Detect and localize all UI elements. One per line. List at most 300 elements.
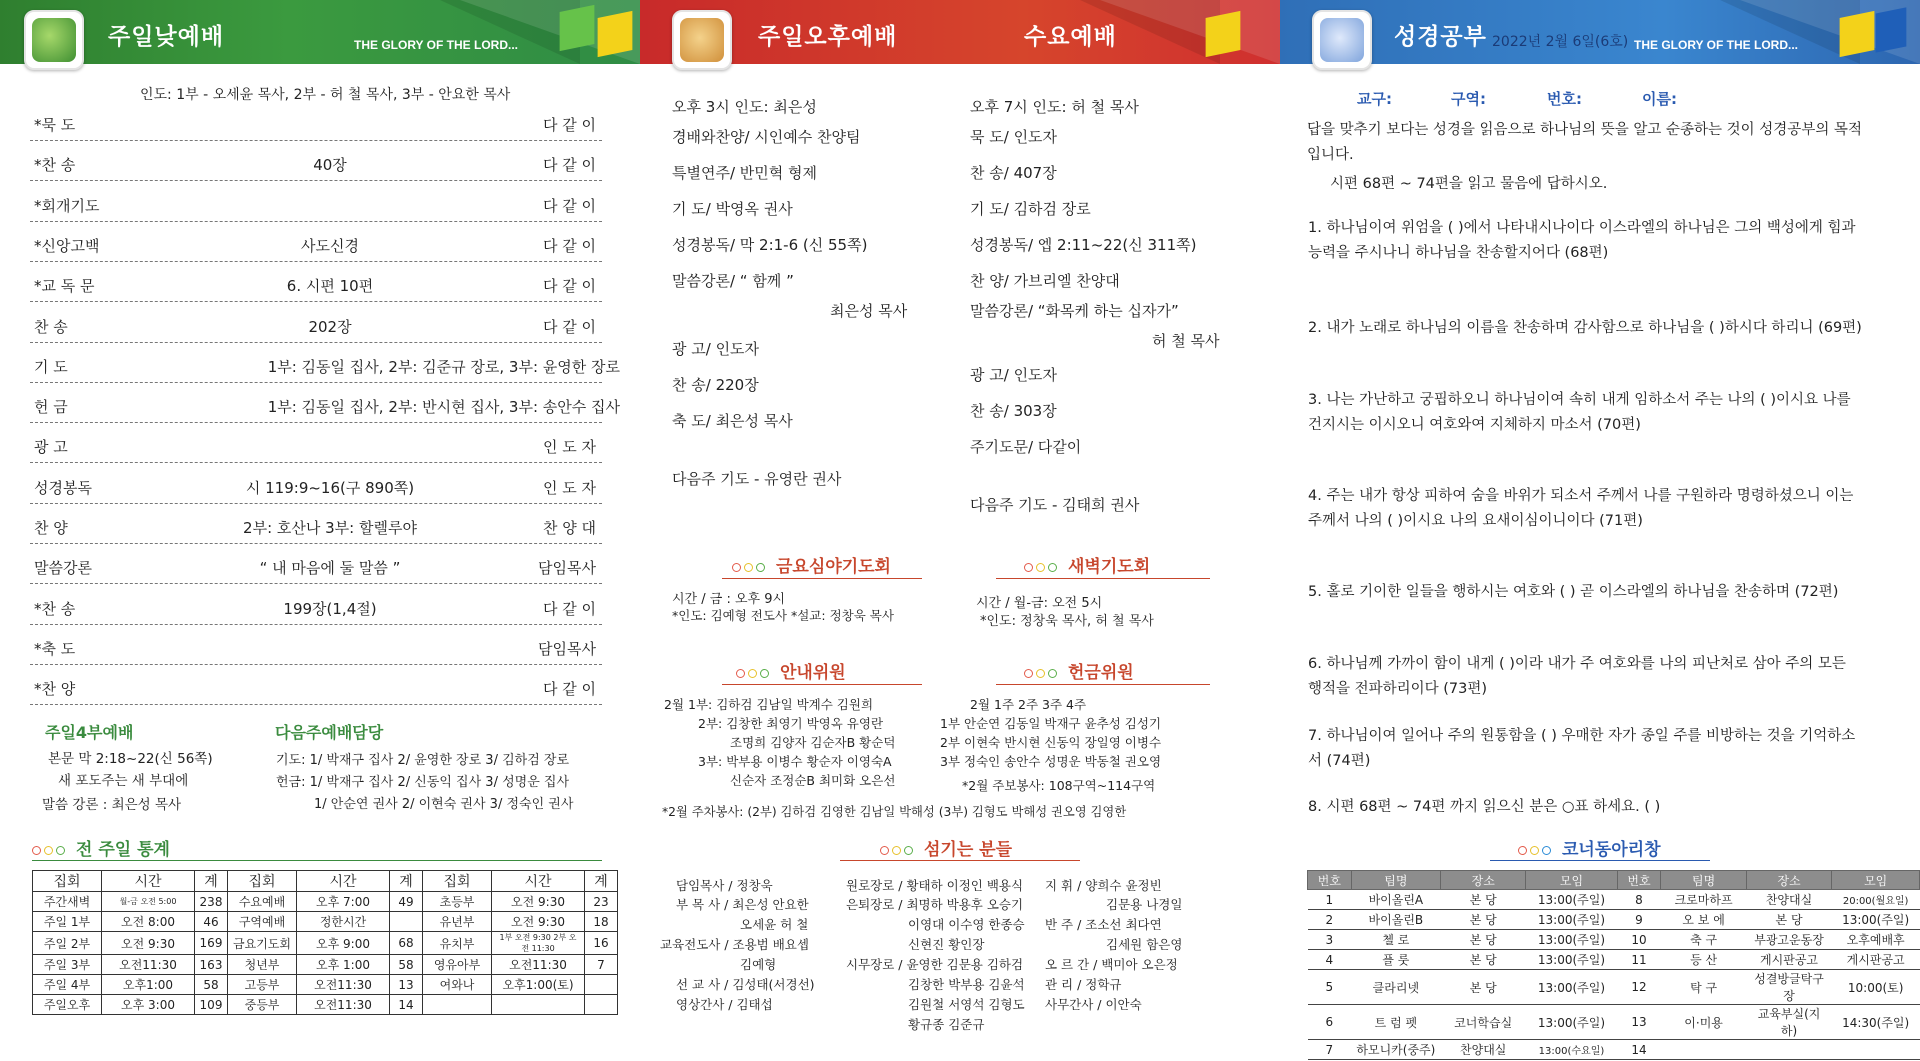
stats-cell: 163	[195, 955, 228, 975]
stats-cell: 청년부	[228, 955, 297, 975]
staff-line: 지 휘 / 양희수 윤정빈	[1045, 878, 1162, 893]
staff-line: 관 리 / 정학규	[1045, 977, 1122, 992]
club-cell: 이·미용	[1661, 1005, 1746, 1040]
order-label: *교 독 문	[34, 277, 95, 296]
stats-col-header: 집회	[33, 871, 102, 892]
club-cell: 10:00(토)	[1832, 970, 1920, 1005]
club-cell: 본 당	[1441, 890, 1526, 910]
afternoon-line: 오후 3시 인도: 최은성	[672, 98, 817, 116]
fourth-service-line: 새 포도주는 새 부대에	[58, 773, 189, 789]
stats-cell: 238	[195, 892, 228, 912]
header-date: 2022년 2월 6일(6호)	[1492, 34, 1629, 50]
stats-cell	[390, 912, 423, 932]
order-leader: 다 같 이	[542, 599, 596, 618]
stats-row	[33, 892, 618, 912]
stats-cell: 오후1:00(토)	[492, 975, 585, 995]
stats-cell: 16	[585, 932, 618, 955]
offering-line: 2부 이현숙 반시현 신동익 장일영 이병수	[940, 735, 1162, 750]
dawn-prayer-title: 새벽기도회	[1024, 552, 1150, 577]
header-title: 성경공부	[1394, 23, 1487, 49]
stats-cell: 오전11:30	[297, 995, 390, 1015]
stats-cell: 오전 9:30	[492, 912, 585, 932]
stats-table	[32, 870, 618, 1015]
offering-line: 3부 정숙인 송안수 성명운 박동철 권오영	[940, 754, 1162, 769]
stats-col-header: 시간	[102, 871, 195, 892]
order-detail: 199장(1,4절)	[283, 599, 377, 618]
club-cell: 13:00(주일)	[1832, 910, 1920, 930]
stats-cell	[492, 995, 585, 1015]
stats-row	[33, 912, 618, 932]
wednesday-line: 묵 도/ 인도자	[970, 128, 1058, 146]
order-leader: 인 도 자	[542, 438, 596, 457]
order-label: 기 도	[34, 357, 68, 376]
order-detail: “ 내 마음에 둘 말씀 ”	[259, 559, 401, 578]
header-subtitle: THE GLORY OF THE LORD...	[354, 38, 519, 52]
study-intro: 답을 맞추기 보다는 성경을 읽음으로 하나님의 뜻을 알고 순종하는 것이 성경공부의 목적입니다.	[1307, 122, 1862, 163]
question-item: 8. 시편 68편 ~ 74편 까지 읽으신 분은 ○표 하세요. ( )	[1308, 799, 1661, 815]
order-detail: 1부: 김동일 집사, 2부: 김준규 장로, 3부: 윤영한 장로	[267, 357, 620, 376]
study-instruction: 시편 68편 ~ 74편을 읽고 물음에 답하시오.	[1330, 176, 1608, 192]
club-cell	[1661, 1040, 1746, 1060]
stats-row	[33, 995, 618, 1015]
order-detail: 40장	[313, 156, 347, 175]
club-cell: 성결방글탁구장	[1746, 970, 1832, 1005]
order-label: *찬 송	[34, 599, 76, 618]
club-cell: 5	[1308, 970, 1352, 1005]
leaf-badge-icon	[24, 10, 84, 70]
next-week-line: 1/ 안순연 권사 2/ 이현숙 권사 3/ 정숙인 권사	[314, 797, 574, 812]
question-item: 3. 나는 가난하고 궁핍하오니 하나님이여 속히 내게 임하소서 주는 나의 ( )이시요 나를 건지시는 이시오니 여호와여 지체하지 마소서 (70편)	[1308, 392, 1851, 433]
dots-icon	[736, 663, 772, 683]
stats-col-header: 계	[585, 871, 618, 892]
order-leader: 담임목사	[538, 639, 596, 658]
service-order-row	[30, 144, 602, 181]
stats-cell: 주간새벽	[33, 892, 102, 912]
staff-title: 섬기는 분들	[880, 835, 1012, 860]
staff-line: 오 르 간 / 백미아 오은정	[1045, 957, 1178, 972]
stats-cell: 여와나	[423, 975, 492, 995]
afternoon-line: 축 도/ 최은성 목사	[672, 412, 793, 430]
club-cell: 본 당	[1746, 910, 1832, 930]
dots-icon	[1024, 557, 1060, 577]
leaders-intro: 인도: 1부 - 오세윤 목사, 2부 - 허 철 목사, 3부 - 안요한 목사	[140, 87, 511, 103]
question-item: 6. 하나님께 가까이 함이 내게 ( )이라 내가 주 여호와를 나의 피난처로 삼아 주의 모든 행적을 전파하리이다 (73편)	[1308, 656, 1846, 697]
service-order-row	[30, 346, 620, 383]
next-week-line: 기도: 1/ 박재구 집사 2/ 윤영한 장로 3/ 김하검 장로	[276, 753, 570, 768]
stats-cell: 14	[390, 995, 423, 1015]
service-order-row	[30, 547, 602, 584]
stats-cell: 정한시간	[297, 912, 390, 932]
next-week-line: 헌금: 1/ 박재구 집사 2/ 신동익 집사 3/ 성명운 집사	[276, 775, 570, 790]
club-cell: 부광고운동장	[1746, 930, 1832, 950]
stats-cell: 49	[390, 892, 423, 912]
question-item: 1. 하나님이여 위엄을 ( )에서 나타내시나이다 이스라엘의 하나님은 그의 백성에게 힘과 능력을 주시나니 하나님을 찬송할지어다 (68편)	[1308, 220, 1856, 261]
offering-title: 헌금위원	[1024, 658, 1134, 683]
divider	[840, 860, 1080, 861]
afternoon-line: 다음주 기도 - 유영란 권사	[672, 470, 842, 488]
service-order-row	[30, 104, 602, 141]
club-cell: 1	[1308, 890, 1352, 910]
stats-cell: 초등부	[423, 892, 492, 912]
stats-cell: 7	[585, 955, 618, 975]
club-cell: 본 당	[1441, 930, 1526, 950]
staff-line: 김예형	[740, 957, 777, 972]
staff-line: 김원철 서영석 김형도	[908, 997, 1025, 1012]
staff-line: 시무장로 / 윤영한 김문용 김하검	[846, 957, 1024, 972]
question-item: 4. 주는 내가 항상 피하여 숨을 바위가 되소서 주께서 나를 구원하라 명령하셨으니 이는 주께서 나의 ( )이시요 나의 요새이심이니이다 (71편)	[1308, 488, 1854, 529]
afternoon-line: 기 도/ 박영옥 권사	[672, 200, 793, 218]
stats-cell: 58	[195, 975, 228, 995]
club-col-header: 번호	[1617, 871, 1661, 890]
staff-line: 이영대 이수영 한종승	[908, 917, 1025, 932]
wednesday-line: 기 도/ 김하검 장로	[970, 200, 1091, 218]
stats-cell: 46	[195, 912, 228, 932]
club-cell: 바이올린A	[1351, 890, 1440, 910]
usher-line: 3부: 박부용 이병수 황순자 이영숙A	[698, 754, 892, 769]
club-cell: 오후예배후	[1832, 930, 1920, 950]
staff-line: 교육전도사 / 조용범 배요셉	[660, 937, 809, 952]
club-cell: 플 룻	[1351, 950, 1440, 970]
club-col-header: 모임	[1526, 871, 1617, 890]
club-cell: 찬양대실	[1746, 890, 1832, 910]
divider	[32, 860, 602, 861]
order-label: *묵 도	[34, 116, 76, 134]
order-leader: 다 같 이	[542, 680, 596, 699]
club-cell: 10	[1617, 930, 1661, 950]
stats-cell: 오전11:30	[492, 955, 585, 975]
staff-line: 담임목사 / 정창욱	[676, 878, 773, 893]
stats-cell: 오전11:30	[297, 975, 390, 995]
stats-cell: 오전 9:30	[102, 932, 195, 955]
club-cell: 13:00(주일)	[1526, 910, 1617, 930]
dots-icon	[732, 557, 768, 577]
bible-study-header	[1280, 0, 1920, 64]
afternoon-line: 말씀강론/ “ 함께 ”	[672, 272, 794, 290]
order-detail: 시 119:9~16(구 890쪽)	[245, 478, 415, 497]
club-cell: 게시판공고	[1832, 950, 1920, 970]
club-cell: 본 당	[1441, 950, 1526, 970]
staff-line: 김창한 박부용 김윤석	[908, 977, 1025, 992]
header-title-afternoon: 주일오후예배	[758, 23, 898, 49]
order-leader: 다 같 이	[542, 236, 596, 255]
service-order-row	[30, 185, 602, 222]
wednesday-line: 성경봉독/ 엡 2:11~22(신 311쪽)	[970, 236, 1197, 254]
decor-green-mark	[560, 5, 595, 51]
order-label: *회개기도	[34, 196, 100, 215]
staff-line: 은퇴장로 / 최명하 박용후 오승기	[846, 897, 1024, 912]
afternoon-line: 최은성 목사	[830, 302, 908, 320]
staff-line: 김세원 함은영	[1106, 937, 1183, 952]
order-label: 성경봉독	[34, 478, 92, 497]
field-area: 구역:	[1451, 90, 1486, 108]
order-leader: 인 도 자	[542, 478, 596, 497]
club-cell: 등 산	[1661, 950, 1746, 970]
divider	[722, 684, 922, 685]
wednesday-line: 광 고/ 인도자	[970, 366, 1058, 384]
stats-title: 전 주일 통계	[32, 835, 170, 860]
club-cell: 20:00(월요일)	[1832, 890, 1920, 910]
order-label: *찬 송	[34, 156, 76, 175]
staff-line: 신현진 황인장	[908, 937, 985, 952]
order-leader: 다 같 이	[542, 277, 596, 296]
stats-cell: 오후 1:00	[297, 955, 390, 975]
order-leader: 다 같 이	[542, 317, 596, 336]
order-leader: 다 같 이	[542, 196, 596, 215]
stats-col-header: 시간	[297, 871, 390, 892]
wednesday-line: 찬 양/ 가브리엘 찬양대	[970, 272, 1120, 290]
club-col-header: 팀명	[1661, 871, 1746, 890]
stats-cell: 오전 8:00	[102, 912, 195, 932]
stats-row	[33, 955, 618, 975]
stats-cell: 1부 오전 9:30 2부 오전 11:30	[492, 932, 585, 955]
usher-line: 조명희 김양자 김순자B 황순덕	[730, 735, 896, 750]
stats-cell: 수요예배	[228, 892, 297, 912]
stats-cell: 오전 9:30	[492, 892, 585, 912]
order-label: *찬 양	[34, 680, 76, 699]
stats-cell: 유년부	[423, 912, 492, 932]
wednesday-line: 오후 7시 인도: 허 철 목사	[970, 98, 1139, 116]
club-cell: 13:00(주일)	[1526, 1005, 1617, 1040]
sunday-service-column	[0, 0, 640, 1061]
dots-icon	[32, 840, 68, 860]
usher-line: 2월 1부: 김하검 김남일 박계수 김원희	[664, 697, 874, 712]
club-cell	[1746, 1040, 1832, 1060]
club-cell: 트 럼 펫	[1351, 1005, 1440, 1040]
stats-cell: 오후 3:00	[102, 995, 195, 1015]
stats-cell	[585, 975, 618, 995]
wednesday-line: 주기도문/ 다같이	[970, 438, 1082, 456]
club-cell: 클라리넷	[1351, 970, 1440, 1005]
decor-blue-mark	[1876, 7, 1907, 52]
stats-cell: 13	[390, 975, 423, 995]
field-district: 교구:	[1357, 90, 1392, 108]
wednesday-line: 허 철 목사	[1152, 332, 1220, 350]
fourth-service-line: 본문 막 2:18~22(신 56쪽)	[48, 751, 213, 767]
stats-cell: 오후1:00	[102, 975, 195, 995]
order-label: 찬 송	[34, 317, 68, 336]
stats-cell: 23	[585, 892, 618, 912]
order-leader: 담임목사	[538, 559, 596, 578]
club-cell: 11	[1617, 950, 1661, 970]
wednesday-line: 다음주 기도 - 김태희 권사	[970, 496, 1140, 514]
divider	[722, 578, 922, 579]
club-cell: 탁 구	[1661, 970, 1746, 1005]
wednesday-line: 말씀강론/ “화목케 하는 십자가”	[970, 302, 1179, 320]
club-cell: 13:00(주일)	[1526, 930, 1617, 950]
dots-icon	[1024, 663, 1060, 683]
divider	[996, 578, 1210, 579]
stats-cell: 오후 9:00	[297, 932, 390, 955]
stats-col-header: 집회	[423, 871, 492, 892]
club-cell: 오 보 에	[1661, 910, 1746, 930]
fourth-service-line: 말씀 강론 : 최은성 목사	[42, 797, 182, 813]
service-order-row	[30, 386, 620, 423]
service-order-row	[30, 426, 602, 463]
question-item: 5. 홀로 기이한 일들을 행하시는 여호와 ( ) 곧 이스라엘의 하나님을 찬송하며 (72편)	[1308, 584, 1839, 600]
club-cell: 14	[1617, 1040, 1661, 1060]
stats-cell	[423, 995, 492, 1015]
staff-line: 영상간사 / 김태섭	[676, 997, 773, 1012]
stats-cell: 68	[390, 932, 423, 955]
club-cell: 13:00(주일)	[1526, 890, 1617, 910]
service-order-row	[30, 225, 602, 262]
field-name: 이름:	[1642, 90, 1677, 108]
service-order-row	[30, 628, 602, 665]
club-cell	[1832, 1040, 1920, 1060]
stats-cell: 유치부	[423, 932, 492, 955]
afternoon-wednesday-column	[640, 0, 1280, 1061]
club-row	[1308, 970, 1920, 1005]
friday-line: *인도: 김예형 전도사 *설교: 정창욱 목사	[672, 608, 894, 623]
service-order-row	[30, 265, 602, 302]
service-order-row	[30, 306, 602, 343]
usher-line: 신순자 조정순B 최미화 오은선	[730, 773, 896, 788]
club-table	[1307, 870, 1920, 1060]
club-row	[1308, 1005, 1920, 1040]
stats-cell: 주일 3부	[33, 955, 102, 975]
dawn-line: 시간 / 월-금: 오전 5시	[976, 596, 1103, 611]
club-col-header: 팀명	[1351, 871, 1440, 890]
club-cell: 본 당	[1441, 970, 1526, 1005]
service-order-row	[30, 668, 602, 705]
order-label: 헌 금	[34, 398, 68, 417]
next-week-title: 다음주예배담당	[275, 723, 384, 742]
stats-cell: 18	[585, 912, 618, 932]
field-number: 번호:	[1547, 90, 1582, 108]
club-cell: 9	[1617, 910, 1661, 930]
club-row	[1308, 930, 1920, 950]
usher-title: 안내위원	[736, 658, 846, 683]
offering-line: 2월 1주 2주 3주 4주	[970, 697, 1087, 712]
stats-row	[33, 932, 618, 955]
club-cell: 바이올린B	[1351, 910, 1440, 930]
club-cell: 크로마하프	[1661, 890, 1746, 910]
afternoon-header	[640, 0, 1280, 64]
decor-yellow-mark	[1840, 11, 1875, 57]
staff-line: 황규종 김준규	[908, 1017, 985, 1032]
club-cell: 13:00(주일)	[1526, 950, 1617, 970]
stats-cell	[585, 995, 618, 1015]
club-cell: 2	[1308, 910, 1352, 930]
club-cell: 첼 로	[1351, 930, 1440, 950]
friday-prayer-title: 금요심야기도회	[732, 552, 891, 577]
fourth-service-title: 주일4부예배	[45, 723, 134, 742]
staff-line: 선 교 사 / 김성태(서경선)	[676, 977, 815, 992]
decor-yellow-mark	[598, 11, 633, 57]
stats-cell: 월-금 오전 5:00	[102, 892, 195, 912]
stats-cell: 오후 7:00	[297, 892, 390, 912]
flower-badge-icon	[1312, 10, 1372, 70]
club-cell: 교육부실(지하)	[1746, 1005, 1832, 1040]
parking-line: *2월 주차봉사: (2부) 김하검 김영한 김남일 박해성 (3부) 김형도 박해성 권오영 김영한	[662, 805, 1127, 819]
divider	[996, 684, 1210, 685]
stats-cell: 중등부	[228, 995, 297, 1015]
order-label: *축 도	[34, 639, 76, 658]
divider	[1490, 860, 1710, 861]
stats-cell: 영유아부	[423, 955, 492, 975]
service-order-row	[30, 507, 602, 544]
usher-line: 2부: 김창한 최영기 박영옥 유영란	[698, 716, 884, 731]
order-leader: 찬 양 대	[542, 519, 596, 537]
order-leader: 다 같 이	[542, 156, 596, 175]
club-cell: 축 구	[1661, 930, 1746, 950]
club-row	[1308, 910, 1920, 930]
club-cell: 3	[1308, 930, 1352, 950]
staff-line: 원로장로 / 황태하 이정인 백용식	[846, 878, 1024, 893]
club-cell: 12	[1617, 970, 1661, 1005]
stats-col-header: 계	[195, 871, 228, 892]
club-row	[1308, 890, 1920, 910]
club-cell: 13	[1617, 1005, 1661, 1040]
order-label: 광 고	[34, 438, 68, 457]
stats-row	[33, 975, 618, 995]
stats-col-header: 계	[390, 871, 423, 892]
stats-col-header: 집회	[228, 871, 297, 892]
afternoon-line: 경배와찬양/ 시인예수 찬양팀	[672, 128, 861, 146]
question-item: 7. 하나님이여 일어나 주의 원통함을 ( ) 우매한 자가 종일 주를 비방하는 것을 기억하소서 (74편)	[1308, 728, 1856, 769]
question-item: 2. 내가 노래로 하나님의 이름을 찬송하며 감사함으로 하나님을 ( )하시다 하리니 (69편)	[1308, 320, 1862, 336]
header-subtitle: THE GLORY OF THE LORD...	[1634, 38, 1799, 52]
club-col-header: 장소	[1746, 871, 1832, 890]
stats-cell: 주일 2부	[33, 932, 102, 955]
wednesday-line: 찬 송/ 407장	[970, 164, 1057, 182]
stats-cell: 고등부	[228, 975, 297, 995]
club-cell: 13:00(주일)	[1526, 970, 1617, 1005]
dots-icon	[1518, 840, 1554, 860]
stats-cell: 109	[195, 995, 228, 1015]
order-label: 말씀강론	[34, 559, 92, 578]
stats-cell: 오전11:30	[102, 955, 195, 975]
staff-line: 사무간사 / 이안숙	[1045, 997, 1142, 1012]
club-cell: 14:30(주일)	[1832, 1005, 1920, 1040]
order-label: *신앙고백	[34, 236, 100, 255]
dawn-line: *인도: 정창욱 목사, 허 철 목사	[980, 614, 1154, 629]
order-detail: 2부: 호산나 3부: 할렐루야	[243, 519, 417, 537]
afternoon-line: 찬 송/ 220장	[672, 376, 759, 394]
stats-cell: 주일 1부	[33, 912, 102, 932]
club-cell: 6	[1308, 1005, 1352, 1040]
sunday-service-header	[0, 0, 640, 64]
order-detail: 202장	[308, 317, 352, 336]
service-order-row	[30, 588, 602, 625]
stats-col-header: 시간	[492, 871, 585, 892]
wednesday-line: 찬 송/ 303장	[970, 402, 1057, 420]
club-row	[1308, 1040, 1920, 1060]
stats-cell: 58	[390, 955, 423, 975]
flower-badge-icon	[672, 10, 732, 70]
header-title: 주일낮예배	[108, 23, 225, 49]
club-cell: 13:00(수요일)	[1526, 1040, 1617, 1060]
stats-cell: 금요기도회	[228, 932, 297, 955]
club-col-header: 번호	[1308, 871, 1352, 890]
club-cell: 게시판공고	[1746, 950, 1832, 970]
order-label: 찬 양	[34, 519, 68, 537]
order-leader: 다 같 이	[542, 116, 596, 134]
stats-cell: 구역예배	[228, 912, 297, 932]
stats-cell: 169	[195, 932, 228, 955]
club-cell: 4	[1308, 950, 1352, 970]
afternoon-line: 광 고/ 인도자	[672, 340, 760, 358]
order-detail: 사도신경	[301, 236, 359, 255]
afternoon-line: 특별연주/ 반민혁 형제	[672, 164, 818, 182]
club-col-header: 모임	[1832, 871, 1920, 890]
staff-line: 부 목 사 / 최은성 안요한	[676, 897, 809, 912]
dots-icon	[880, 840, 916, 860]
stats-cell: 주일오후	[33, 995, 102, 1015]
club-cell: 하모니카(중주)	[1351, 1040, 1440, 1060]
staff-line: 반 주 / 조소선 최다연	[1045, 917, 1162, 932]
staff-line: 오세윤 허 철	[740, 917, 809, 932]
